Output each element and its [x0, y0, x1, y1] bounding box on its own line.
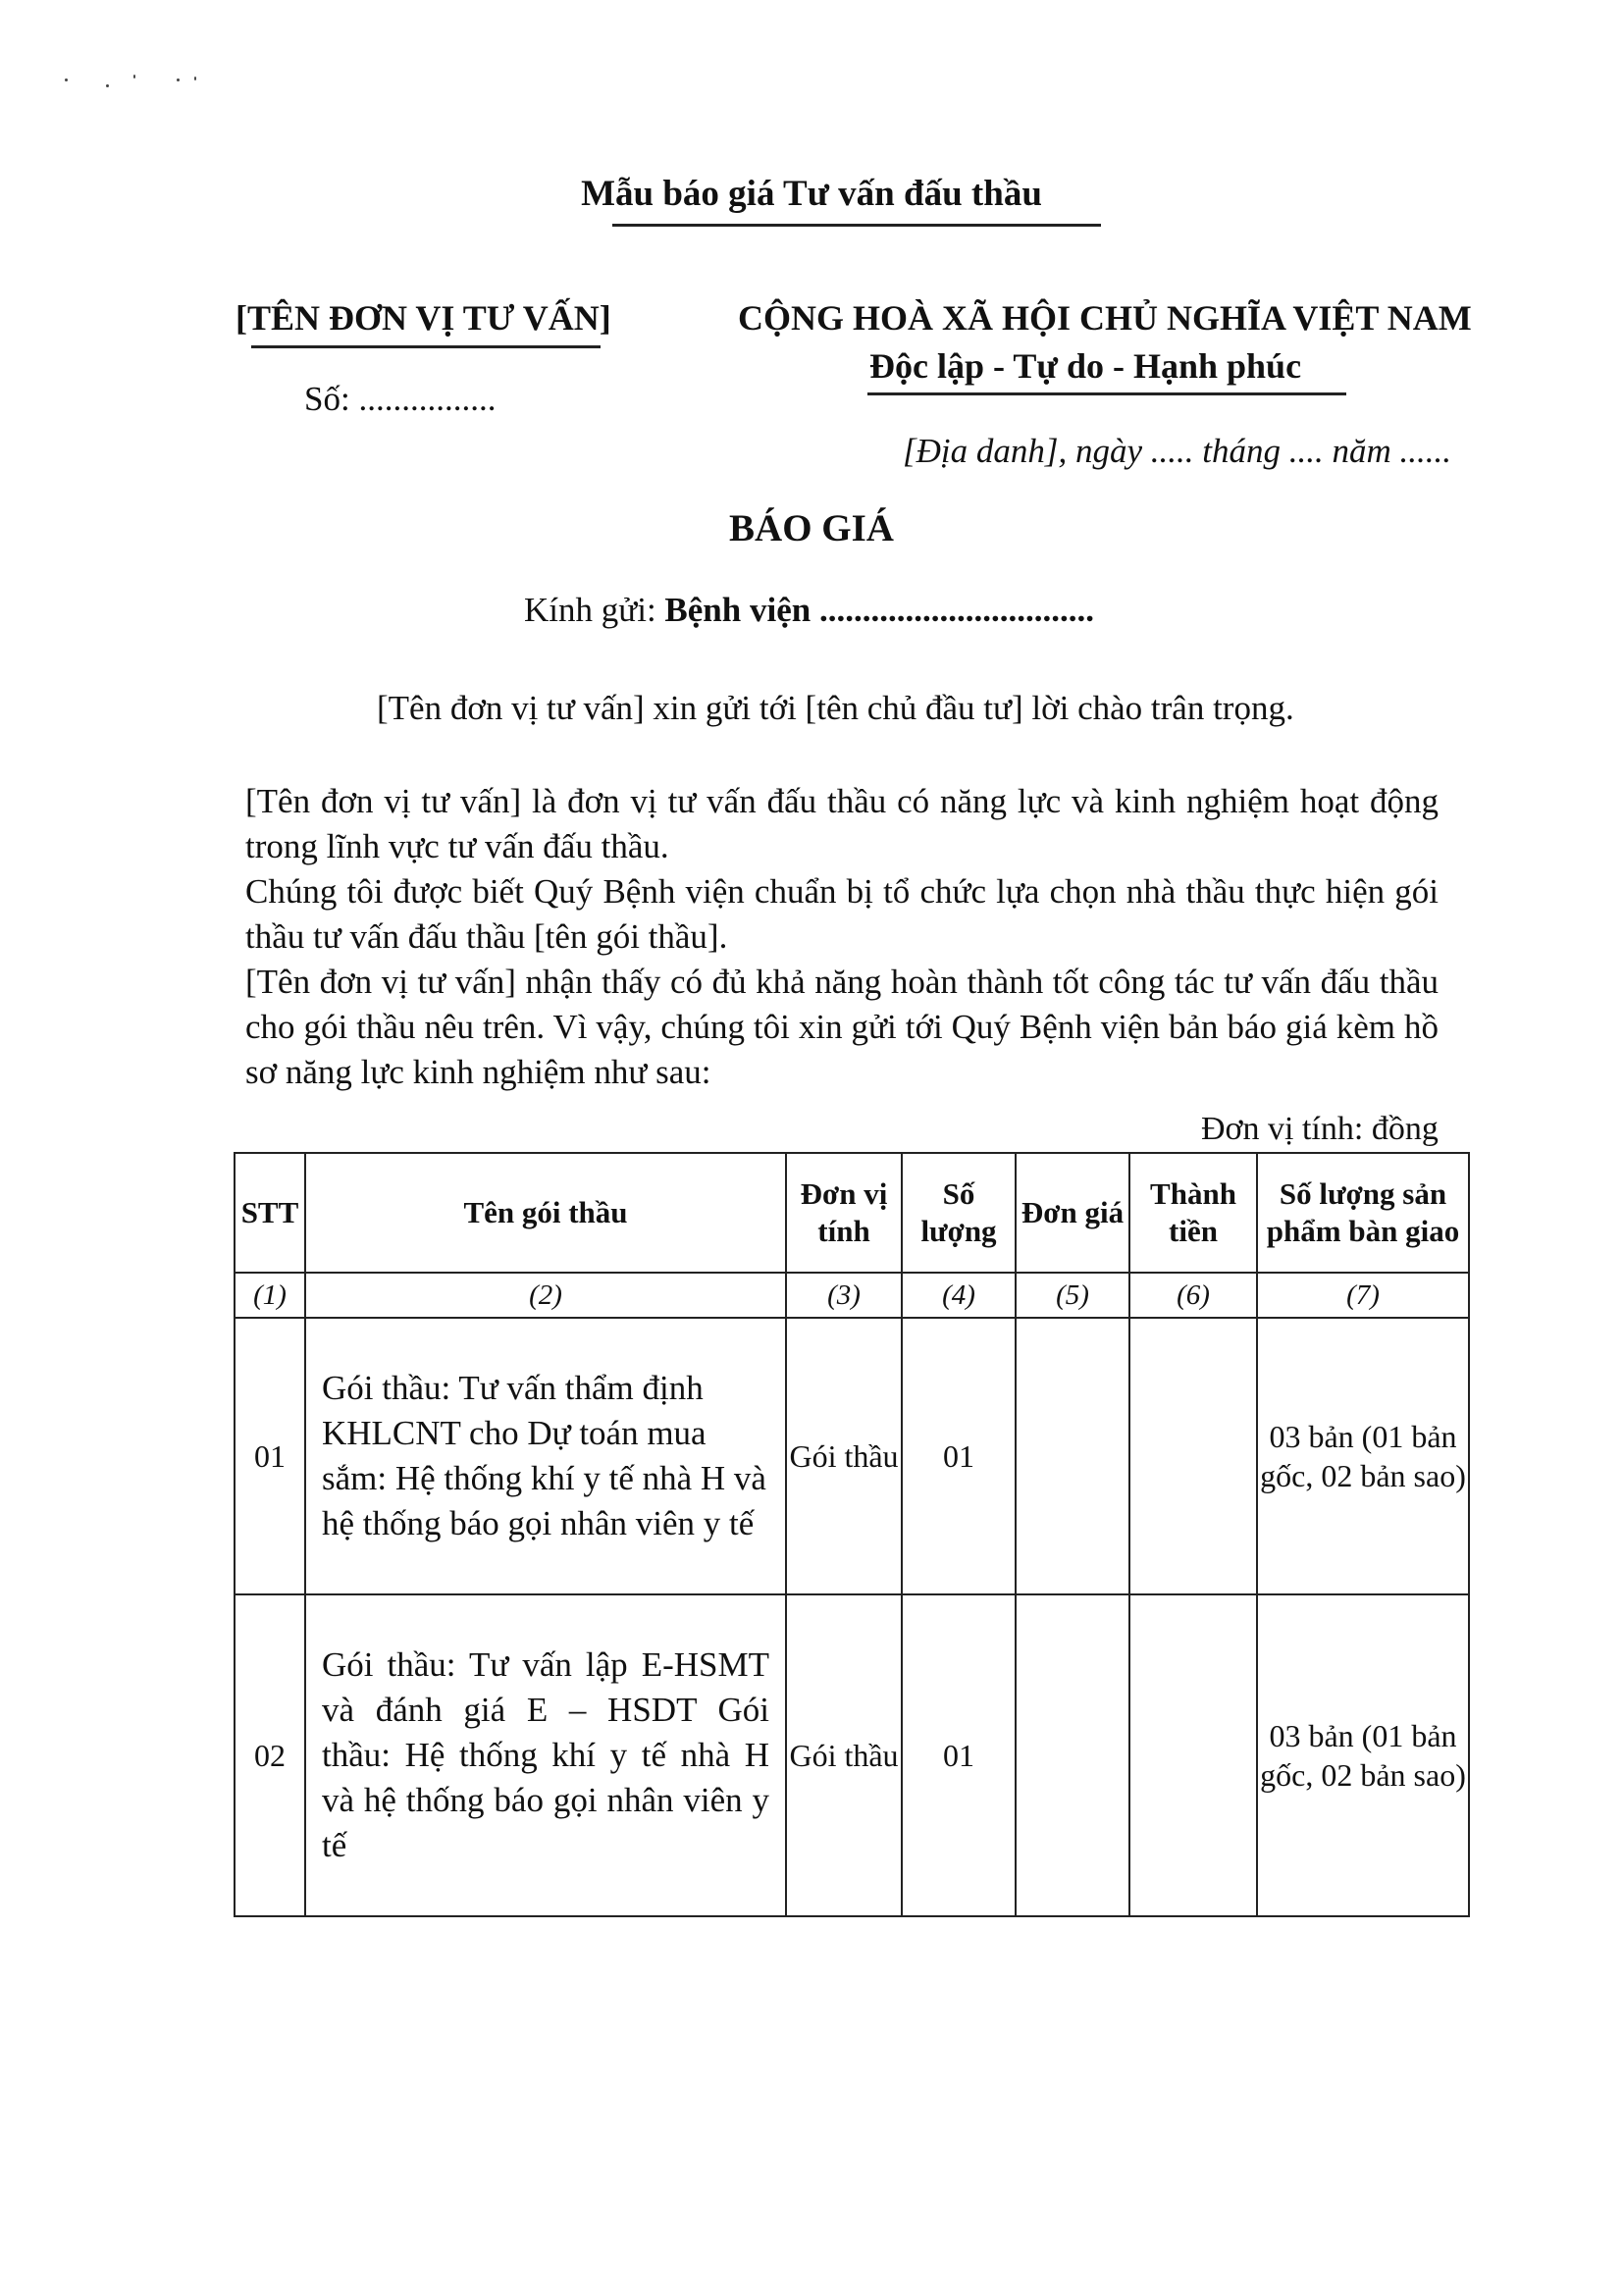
row-deliverables: 03 bản (01 bản gốc, 02 bản sao)	[1257, 1594, 1469, 1916]
row-unit: Gói thầu	[786, 1594, 902, 1916]
quotation-table	[234, 1152, 1470, 1917]
row-unit: Gói thầu	[786, 1318, 902, 1594]
row-package-name: Gói thầu: Tư vấn lập E-HSMT và đánh giá E – HSDT Gói thầu: Hệ thống khí y tế nhà H và hệ thống báo gọi nhân viên y tế	[305, 1594, 786, 1916]
paragraph-offer: [Tên đơn vị tư vấn] nhận thấy có đủ khả năng hoàn thành tốt công tác tư vấn đấu thầu cho gói thầu nêu trên. Vì vậy, chúng tôi xin gửi tới Quý Bệnh viện bản báo giá kèm hồ sơ năng lực kinh nghiệm như sau:	[245, 963, 1439, 1091]
scan-speck	[106, 84, 109, 87]
row-stt: 01	[235, 1318, 305, 1594]
row-deliverables: 03 bản (01 bản gốc, 02 bản sao)	[1257, 1318, 1469, 1594]
index-cell: (5)	[1016, 1273, 1129, 1318]
header-unit: Đơn vị tính	[786, 1153, 902, 1273]
row-package-name: Gói thầu: Tư vấn thẩm định KHLCNT cho Dự toán mua sắm: Hệ thống khí y tế nhà H và hệ thống báo gọi nhân viên y tế	[305, 1318, 786, 1594]
row-quantity: 01	[902, 1318, 1016, 1594]
consultant-name-underline	[251, 345, 601, 348]
national-motto: Độc lập - Tự do - Hạnh phúc	[869, 346, 1302, 386]
scan-speck	[177, 78, 180, 81]
scan-speck	[194, 77, 196, 80]
table-header-row	[235, 1153, 1469, 1273]
recipient-label: Kính gửi:	[524, 591, 665, 629]
scan-speck	[133, 75, 135, 78]
index-cell: (7)	[1257, 1273, 1469, 1318]
header-stt: STT	[235, 1153, 305, 1273]
index-cell: (6)	[1129, 1273, 1257, 1318]
header-package-name: Tên gói thầu	[305, 1153, 786, 1273]
document-title: BÁO GIÁ	[729, 507, 894, 549]
scan-speck	[65, 78, 68, 81]
recipient-name: Bệnh viện ................................	[664, 591, 1094, 629]
row-total	[1129, 1594, 1257, 1916]
index-cell: (4)	[902, 1273, 1016, 1318]
place-date-line: [Địa danh], ngày ..... tháng .... năm ......	[903, 432, 1452, 470]
header-quantity: Số lượng	[902, 1153, 1016, 1273]
row-unit-price	[1016, 1594, 1129, 1916]
row-quantity: 01	[902, 1594, 1016, 1916]
document-number: Số: ................	[304, 380, 497, 418]
header-deliverables: Số lượng sản phẩm bàn giao	[1257, 1153, 1469, 1273]
table-row	[235, 1594, 1469, 1916]
motto-underline	[867, 392, 1346, 395]
form-title-underline	[612, 224, 1101, 227]
form-title: Mẫu báo giá Tư vấn đấu thầu	[581, 174, 1042, 214]
paragraph-context: Chúng tôi được biết Quý Bệnh viện chuẩn bị tổ chức lựa chọn nhà thầu thực hiện gói thầu tư vấn đấu thầu [tên gói thầu].	[245, 872, 1439, 956]
table-row	[235, 1318, 1469, 1594]
national-title: CỘNG HOÀ XÃ HỘI CHỦ NGHĨA VIỆT NAM	[738, 298, 1472, 338]
greeting: [Tên đơn vị tư vấn] xin gửi tới [tên chủ đầu tư] lời chào trân trọng.	[377, 689, 1294, 727]
consultant-name: [TÊN ĐƠN VỊ TƯ VẤN]	[236, 298, 611, 338]
paragraph-intro: [Tên đơn vị tư vấn] là đơn vị tư vấn đấu thầu có năng lực và kinh nghiệm hoạt động trong lĩnh vực tư vấn đấu thầu.	[245, 782, 1439, 865]
index-cell: (2)	[305, 1273, 786, 1318]
header-unit-price: Đơn giá	[1016, 1153, 1129, 1273]
unit-note: Đơn vị tính: đồng	[1201, 1111, 1439, 1147]
row-total	[1129, 1318, 1257, 1594]
header-total: Thành tiền	[1129, 1153, 1257, 1273]
row-stt: 02	[235, 1594, 305, 1916]
index-cell: (3)	[786, 1273, 902, 1318]
row-unit-price	[1016, 1318, 1129, 1594]
index-cell: (1)	[235, 1273, 305, 1318]
table-index-row	[235, 1273, 1469, 1318]
recipient-line	[524, 591, 1094, 630]
